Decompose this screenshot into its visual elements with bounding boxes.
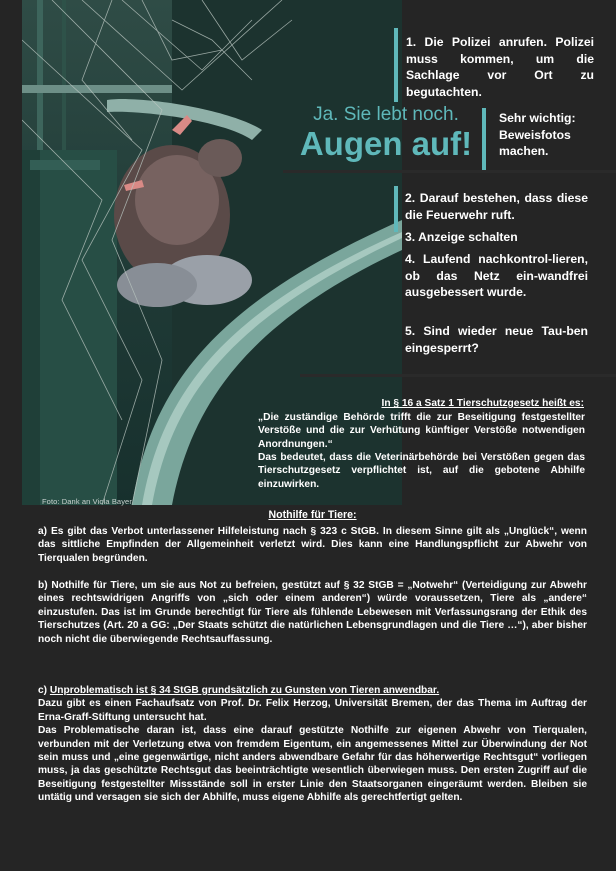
nothilfe-title (38, 509, 587, 522)
headline (288, 104, 484, 162)
headline-line-2: Augen auf! (299, 125, 473, 162)
headline-line-1: Ja. Sie lebt noch. (313, 104, 459, 125)
law-heading-text: In § 16 a Satz 1 Tierschutzgesetz heißt es: (381, 398, 584, 409)
law-explanation: Das bedeutet, dass die Veterinärbehörde bei Verstößen gegen das Tierschutzgesetz verpflichtet ist, auf die gebotene Abhilfe einzuwirken. (258, 452, 585, 490)
important-note: Sehr wichtig: Beweisfotos machen. (499, 111, 576, 158)
nothilfe-c-heading: Unproblematisch ist § 34 StGB grundsätzlich zu Gunsten von Tieren anwendbar. (49, 685, 440, 696)
nothilfe-c (38, 684, 587, 805)
nothilfe-c-body-2: Das Problematische daran ist, dass eine darauf gestützte Nothilfe zur eigenen Abwehr von Tierqualen, verbunden mit der Verletzung etwa von fremdem Eigentum, ein angemessenes Mittel zur Überwindung der Not sein muss und „eine gegenwärtige, nicht anders abwendbare Gefahr für das höherwertige Rechtsgut“ vorliegen muss, ja das geschützte Rechtsgut das beeinträchtigte wesentlich überwiegen muss. Den ersten Zugriff auf die Beseitigung festgestellter Missstände soll in erster Linie den Staatsorganen eingeräumt werden. Bleiben sie untätig und versagen sie sich der Abhilfe, muss eigene Abhilfe als gerechtfertigt gelten. (38, 725, 587, 804)
law-quote: „Die zuständige Behörde trifft die zur Beseitigung festgestellter Verstöße und die zur Verhütung künftiger Verstöße notwendigen Anordnungen.“ (258, 412, 585, 450)
photo-credit: Foto: Dank an Viola Bayer (42, 497, 132, 506)
accent-bar-lower (394, 186, 398, 232)
nothilfe-a: a) Es gibt das Verbot unterlassener Hilfeleistung nach § 323 c StGB. In diesem Sinne gilt als „Unglück“, wenn das sittliche Empfinden der Allgemeinheit verletzt wird. Dies kann eine Handlungspflicht zur Abwehr von Tierqualen begründen. (38, 526, 587, 564)
step-1: 1. Die Polizei anrufen. Polizei muss kommen, um die Sachlage vor Ort zu begutachten. (406, 35, 594, 99)
step-4: 4. Laufend nachkontrol-lieren, ob das Netz ein-wandfrei ausgebessert wurde. (405, 252, 588, 299)
accent-bar-middle (482, 108, 486, 172)
nothilfe-c-body-1: Dazu gibt es einen Fachaufsatz von Prof. Dr. Felix Herzog, Universität Bremen, der das Thema im Auftrag der Erna-Graff-Stiftung untersucht hat. (38, 698, 587, 723)
law-heading (312, 397, 584, 410)
nothilfe-c-prefix: c) (38, 685, 50, 696)
step-2: 2. Darauf bestehen, dass diese die Feuerwehr ruft. (405, 191, 588, 222)
divider-upper (283, 170, 616, 173)
step-3: 3. Anzeige schalten (405, 230, 518, 244)
step-5: 5. Sind wieder neue Tau-ben eingesperrt? (405, 324, 588, 355)
nothilfe-b: b) Nothilfe für Tiere, um sie aus Not zu befreien, gestützt auf § 32 StGB = „Notwehr“ (Verteidigung zur Abwehr eines rechtswidrigen Angriffs von „sich oder einem anderen“) würde voraussetzen, Tiere als „andere“ einzustufen. Das ist im Grunde berechtigt für Tiere als fühlende Lebewesen mit Verfassungsrang der Ethik des Tierschutzes (Art. 20 a GG: „Der Staats schützt die natürlichen Lebensgrundlagen und die Tiere …“), aber bisher noch nicht die überwiegende Rechtsauffassung. (38, 580, 587, 645)
accent-bar-top (394, 28, 398, 102)
divider-lower (300, 374, 616, 377)
nothilfe-title-text: Nothilfe für Tiere: (268, 509, 357, 521)
